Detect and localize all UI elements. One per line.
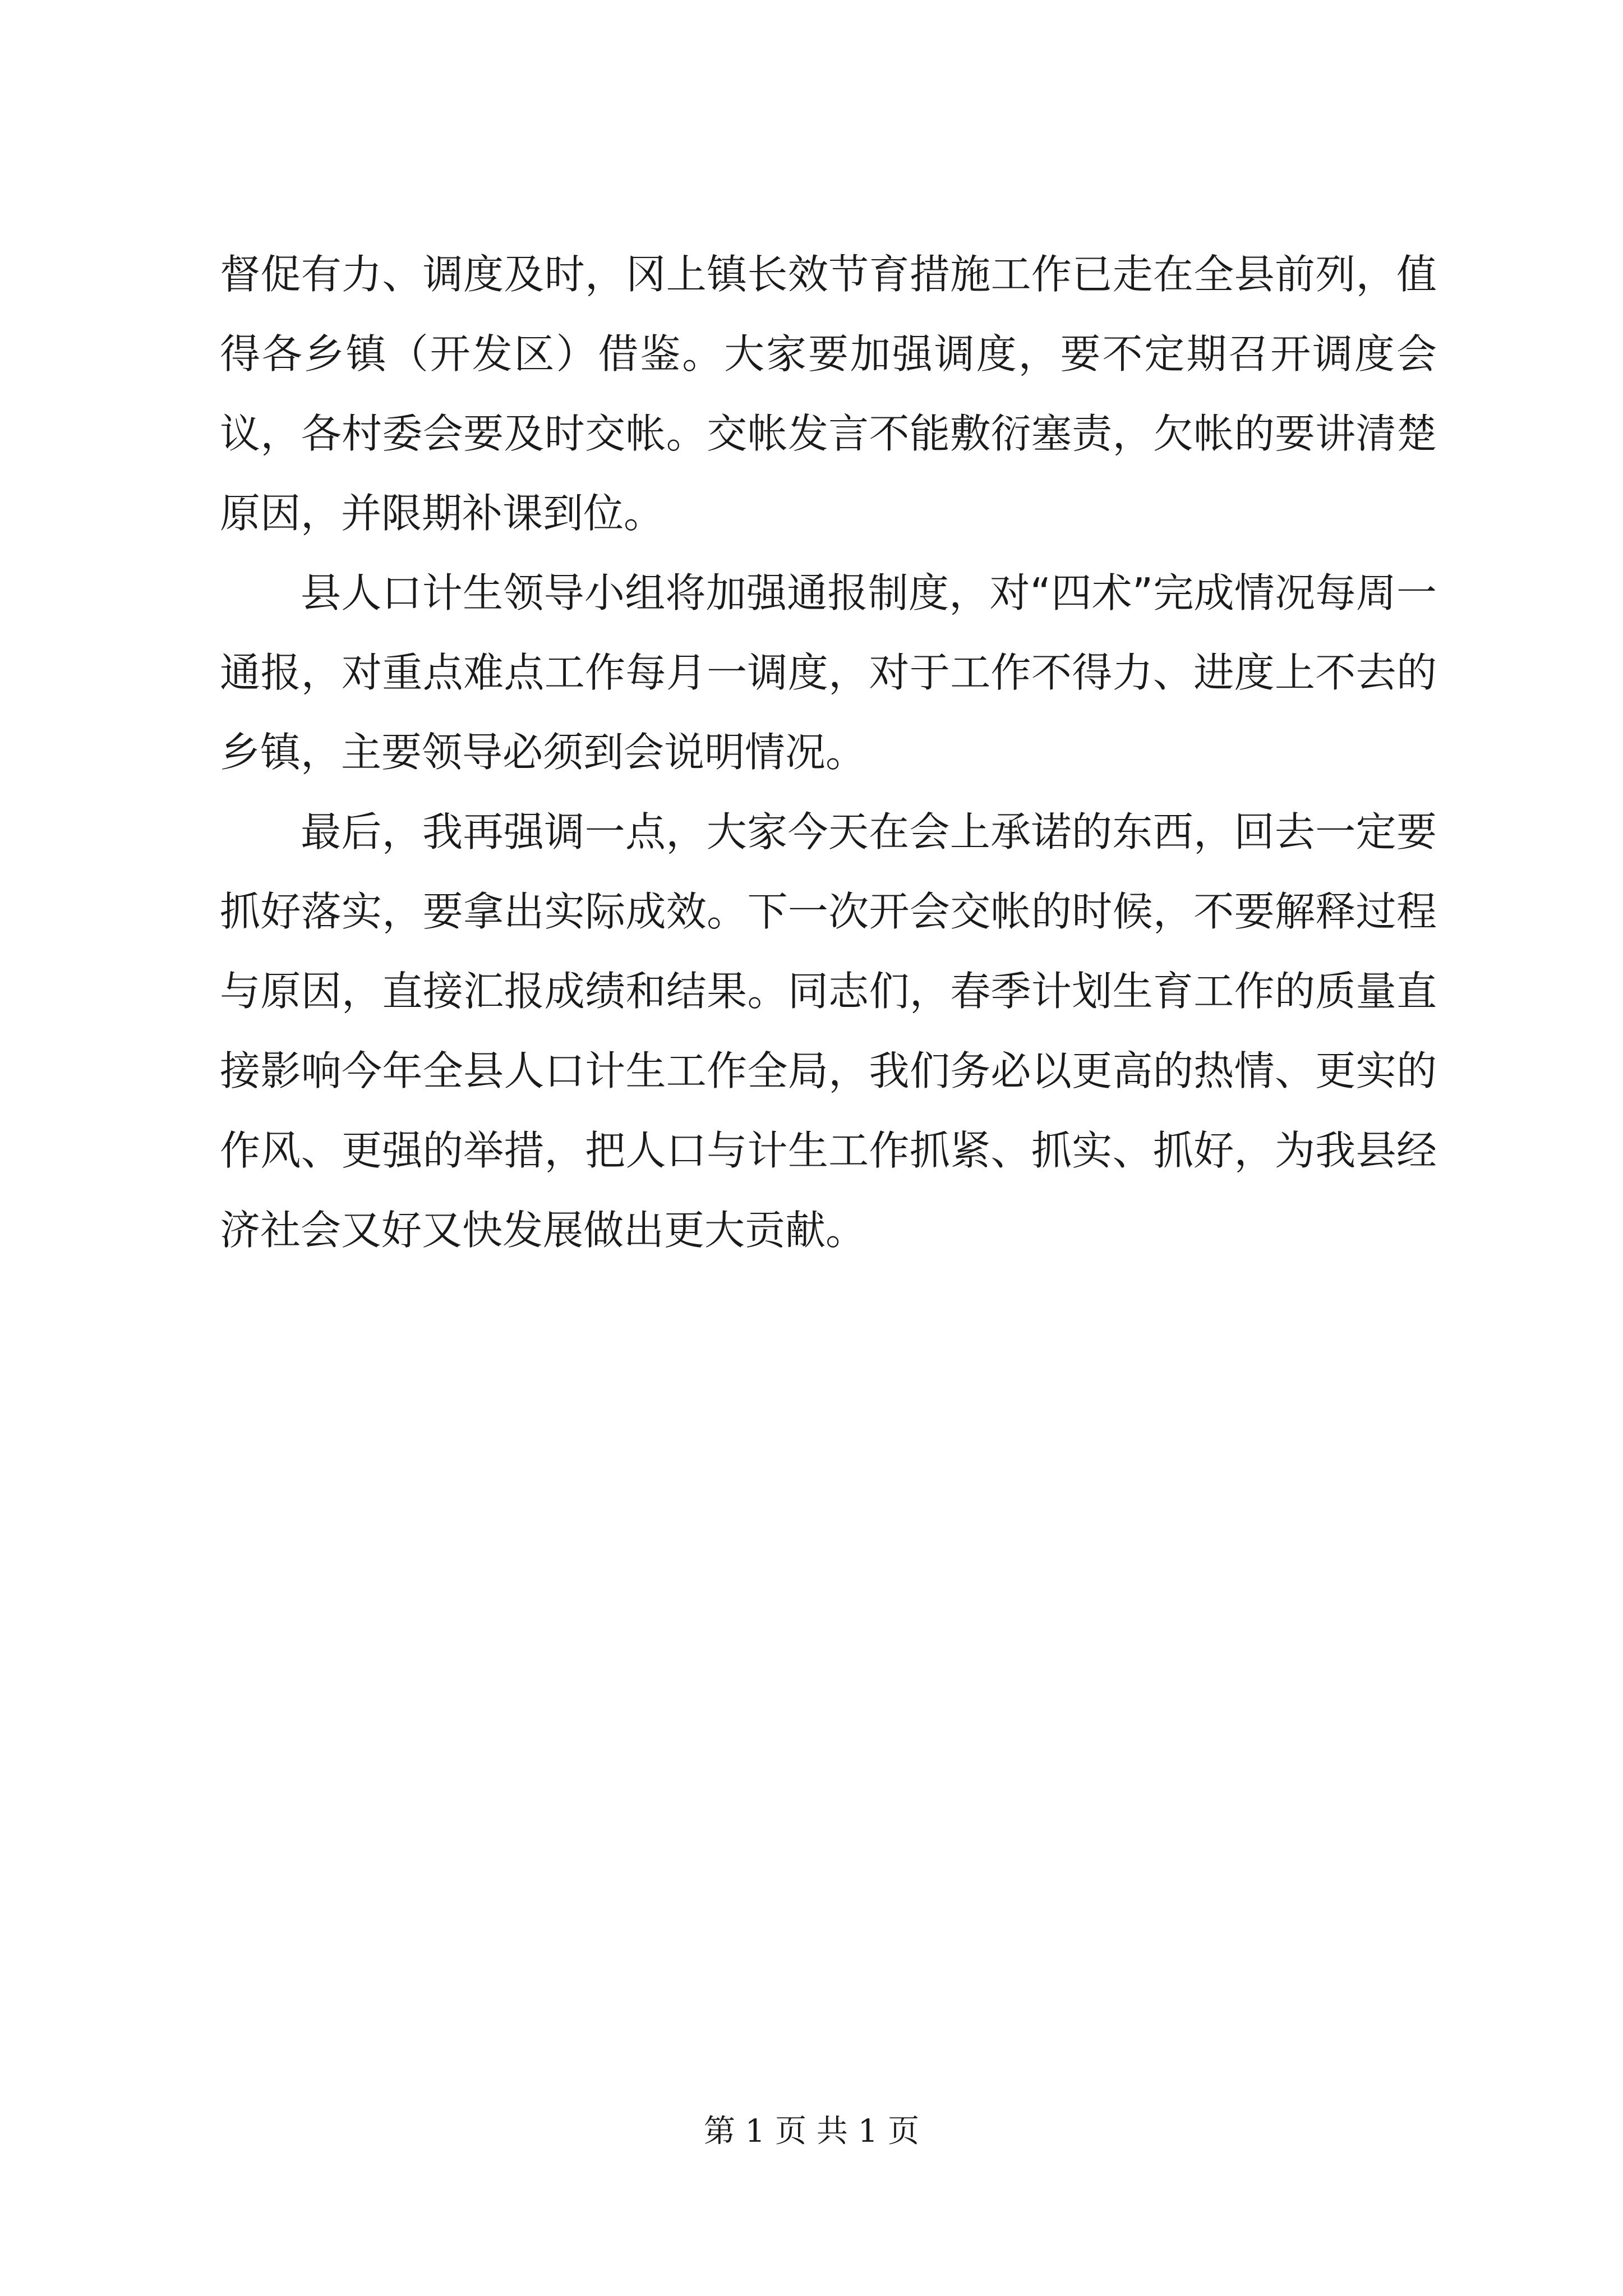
document-body (220, 234, 1437, 1270)
paragraph-3: 最后，我再强调一点，大家今天在会上承诺的东西，回去一定要抓好落实，要拿出实际成效。下一次开会交帐的时候，不要解释过程与原因，直接汇报成绩和结果。同志们，春季计划生育工作的质量直接影响今年全县人口计生工作全局，我们务必以更高的热情、更实的作风、更强的举措，把人口与计生工作抓紧、抓实、抓好，为我县经济社会又好又快发展做出更大贡献。 (220, 808, 1437, 1254)
page-footer: 第 1 页 共 1 页 (703, 2113, 920, 2150)
paragraph-1: 督促有力、调度及时，冈上镇长效节育措施工作已走在全县前列，值得各乡镇（开发区）借鉴。大家要加强调度，要不定期召开调度会议，各村委会要及时交帐。交帐发言不能敷衍塞责，欠帐的要讲清楚原因，并限期补课到位。 (220, 251, 1437, 537)
paragraph-2: 县人口计生领导小组将加强通报制度，对“四术”完成情况每周一通报，对重点难点工作每月一调度，对于工作不得力、进度上不去的乡镇，主要领导必须到会说明情况。 (220, 569, 1437, 776)
